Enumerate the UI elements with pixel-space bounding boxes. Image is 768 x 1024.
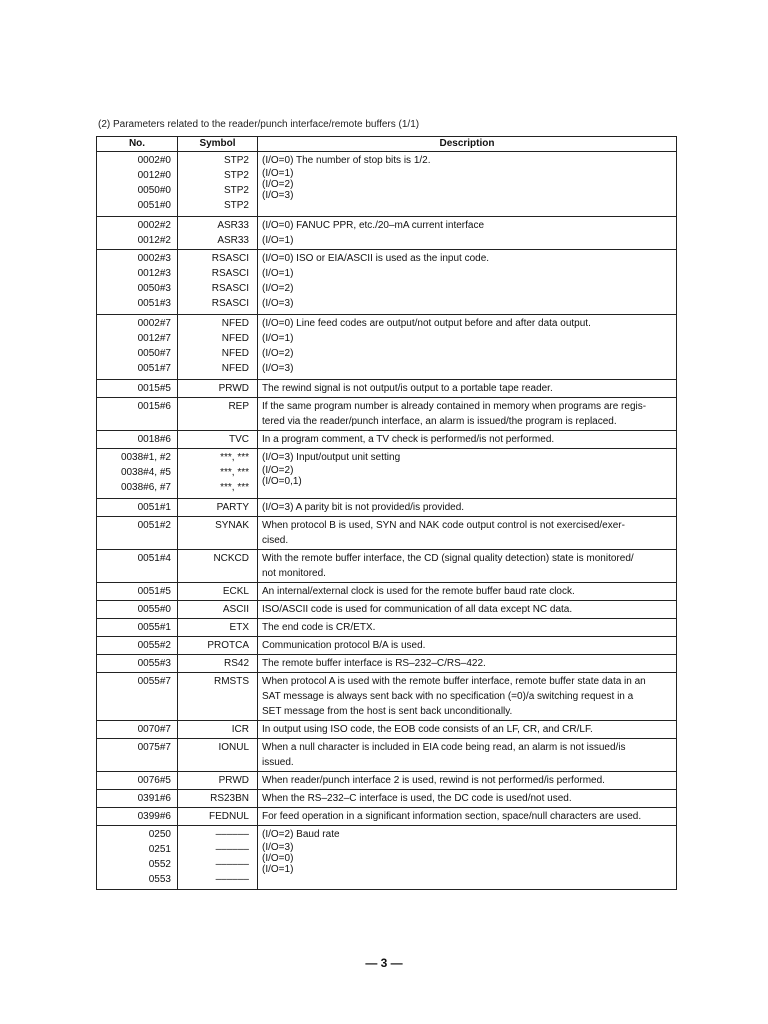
parameter-symbol-cell (178, 217, 258, 250)
parameter-symbol-line: FEDNUL (208, 811, 249, 822)
table-row (97, 721, 677, 739)
parameter-number-line: 0050#7 (137, 348, 171, 359)
parameter-symbol-cell (178, 772, 258, 790)
parameter-description-cell (258, 619, 677, 637)
parameter-number-line: 0015#5 (137, 383, 171, 394)
parameter-number-cell (97, 217, 178, 250)
parameter-description-line: (I/O=3) (262, 298, 294, 309)
parameter-description-line: (I/O=2) (262, 465, 294, 476)
table-row (97, 449, 677, 499)
table-row (97, 619, 677, 637)
parameter-number-line: 0038#4, #5 (120, 467, 171, 478)
parameter-number-line: 0055#1 (137, 622, 171, 633)
parameter-description-cell (258, 449, 677, 499)
parameter-description-line: (I/O=1) (262, 168, 294, 179)
table-row (97, 601, 677, 619)
parameter-description-line: The rewind signal is not output/is output to a portable tape reader. (262, 383, 553, 394)
parameter-description-line: (I/O=2) (262, 179, 294, 190)
parameter-symbol-cell (178, 619, 258, 637)
parameter-description-cell (258, 499, 677, 517)
table-row (97, 517, 677, 550)
parameter-description-line: For feed operation in a significant information section, space/null characters are used. (262, 811, 642, 822)
parameter-symbol-cell (178, 550, 258, 583)
parameter-symbol-line: NFED (221, 348, 249, 359)
table-row (97, 315, 677, 380)
parameter-number-cell (97, 449, 178, 499)
parameter-number-cell (97, 601, 178, 619)
table-row (97, 499, 677, 517)
parameter-symbol-cell (178, 601, 258, 619)
parameter-description-cell (258, 152, 677, 217)
parameter-symbol-line: –––––– (215, 829, 249, 840)
table-row (97, 250, 677, 315)
parameter-description-cell (258, 790, 677, 808)
parameter-number-line: 0251 (148, 844, 171, 855)
column-header-no: No. (97, 137, 178, 152)
parameter-description-cell (258, 217, 677, 250)
parameter-number-line: 0002#0 (137, 155, 171, 166)
table-caption: (2) Parameters related to the reader/punch interface/remote buffers (1/1) (98, 119, 420, 130)
parameter-number-cell (97, 826, 178, 890)
parameter-description-cell (258, 380, 677, 398)
parameter-symbol-cell (178, 721, 258, 739)
parameter-symbol-cell (178, 398, 258, 431)
parameter-number-line: 0051#5 (137, 586, 171, 597)
parameter-number-line: 0552 (148, 859, 171, 870)
table-row (97, 772, 677, 790)
parameter-description-line: When protocol B is used, SYN and NAK code output control is not exercised/exer- (262, 520, 625, 531)
parameter-number-line: 0075#7 (137, 742, 171, 753)
page-number: — 3 — (365, 956, 403, 970)
parameter-symbol-cell (178, 431, 258, 449)
parameters-table (96, 136, 677, 890)
parameter-description-line: In a program comment, a TV check is performed/is not performed. (262, 434, 555, 445)
parameter-description-line: (I/O=0) FANUC PPR, etc./20–mA current interface (262, 220, 485, 231)
parameter-number-line: 0038#6, #7 (120, 482, 171, 493)
parameter-number-line: 0070#7 (137, 724, 171, 735)
parameter-symbol-line: NCKCD (213, 553, 249, 564)
parameter-number-cell (97, 673, 178, 721)
parameter-description-line: (I/O=3) (262, 842, 294, 853)
parameter-number-line: 0012#7 (137, 333, 171, 344)
parameter-symbol-line: RSASCI (211, 298, 249, 309)
parameter-description-line: (I/O=2) (262, 283, 294, 294)
parameter-symbol-line: SYNAK (215, 520, 249, 531)
parameter-symbol-line: STP2 (223, 200, 249, 211)
parameter-number-cell (97, 739, 178, 772)
parameter-number-cell (97, 772, 178, 790)
parameter-symbol-line: ***, *** (220, 452, 249, 463)
parameter-symbol-line: NFED (221, 318, 249, 329)
parameter-number-line: 0050#0 (137, 185, 171, 196)
parameter-symbol-cell (178, 808, 258, 826)
parameter-description-cell (258, 673, 677, 721)
parameter-number-cell (97, 431, 178, 449)
parameter-description-line: (I/O=0) Line feed codes are output/not output before and after data output. (262, 318, 591, 329)
parameter-description-line: ISO/ASCII code is used for communication of all data except NC data. (262, 604, 573, 615)
table-row (97, 550, 677, 583)
parameter-description-line: (I/O=1) (262, 268, 294, 279)
parameter-description-line: When reader/punch interface 2 is used, rewind is not performed/is performed. (262, 775, 605, 786)
parameter-symbol-line: –––––– (215, 859, 249, 870)
parameter-description-cell (258, 398, 677, 431)
table-row (97, 808, 677, 826)
parameter-number-cell (97, 655, 178, 673)
parameter-description-cell (258, 655, 677, 673)
parameter-symbol-cell (178, 250, 258, 315)
parameter-description-cell (258, 739, 677, 772)
parameter-number-line: 0055#2 (137, 640, 171, 651)
parameter-description-line: (I/O=3) A parity bit is not provided/is provided. (262, 502, 465, 513)
parameter-symbol-line: RSASCI (211, 253, 249, 264)
parameter-description-line: (I/O=0,1) (262, 476, 302, 487)
parameter-description-line: SET message from the host is sent back unconditionally. (262, 706, 513, 717)
parameter-symbol-line: PARTY (216, 502, 249, 513)
parameter-number-cell (97, 583, 178, 601)
parameter-description-cell (258, 583, 677, 601)
parameter-number-line: 0012#2 (137, 235, 171, 246)
parameter-symbol-line: RS23BN (210, 793, 249, 804)
table-row (97, 380, 677, 398)
parameter-description-line: (I/O=1) (262, 333, 294, 344)
parameter-description-cell (258, 721, 677, 739)
parameter-description-cell (258, 772, 677, 790)
parameter-number-line: 0055#3 (137, 658, 171, 669)
parameter-symbol-cell (178, 152, 258, 217)
table-row (97, 826, 677, 890)
parameter-number-cell (97, 637, 178, 655)
parameter-symbol-cell (178, 499, 258, 517)
table-row (97, 431, 677, 449)
table-row (97, 739, 677, 772)
parameter-number-line: 0051#3 (137, 298, 171, 309)
parameter-symbol-line: RSASCI (211, 268, 249, 279)
parameter-description-cell (258, 250, 677, 315)
parameter-symbol-cell (178, 826, 258, 890)
parameter-description-line: The remote buffer interface is RS–232–C/RS–422. (262, 658, 486, 669)
parameter-number-cell (97, 721, 178, 739)
parameter-description-line: An internal/external clock is used for the remote buffer baud rate clock. (262, 586, 575, 597)
parameter-symbol-cell (178, 380, 258, 398)
parameter-number-cell (97, 499, 178, 517)
parameter-number-line: 0051#2 (137, 520, 171, 531)
parameter-symbol-cell (178, 790, 258, 808)
parameter-symbol-line: REP (228, 401, 249, 412)
table-row (97, 790, 677, 808)
parameter-description-line: When a null character is included in EIA code being read, an alarm is not issued/is (262, 742, 626, 753)
parameter-symbol-line: ECKL (222, 586, 249, 597)
parameter-number-line: 0018#6 (137, 434, 171, 445)
parameter-symbol-line: ASR33 (217, 220, 249, 231)
parameter-symbol-line: STP2 (223, 185, 249, 196)
parameter-symbol-line: ASCII (222, 604, 249, 615)
parameter-number-line: 0051#1 (137, 502, 171, 513)
parameter-number-cell (97, 619, 178, 637)
table-row (97, 217, 677, 250)
parameter-description-line: (I/O=0) (262, 853, 294, 864)
parameter-description-line: (I/O=3) Input/output unit setting (262, 452, 401, 463)
parameter-number-line: 0399#6 (137, 811, 171, 822)
parameter-number-cell (97, 517, 178, 550)
parameter-symbol-line: RS42 (223, 658, 249, 669)
parameter-symbol-cell (178, 739, 258, 772)
parameter-symbol-line: ICR (231, 724, 249, 735)
parameter-description-line: When the RS–232–C interface is used, the DC code is used/not used. (262, 793, 572, 804)
parameter-description-cell (258, 601, 677, 619)
parameter-description-cell (258, 826, 677, 890)
parameter-description-line: Communication protocol B/A is used. (262, 640, 426, 651)
parameter-symbol-cell (178, 449, 258, 499)
parameter-number-cell (97, 152, 178, 217)
parameter-description-line: The end code is CR/ETX. (262, 622, 376, 633)
parameter-number-cell (97, 550, 178, 583)
parameter-description-line: If the same program number is already contained in memory when programs are regis- (262, 401, 647, 412)
parameter-number-line: 0051#7 (137, 363, 171, 374)
parameter-number-line: 0076#5 (137, 775, 171, 786)
column-header-symbol: Symbol (178, 137, 258, 152)
parameter-symbol-line: RMSTS (214, 676, 249, 687)
parameter-description-cell (258, 808, 677, 826)
parameter-description-line: When protocol A is used with the remote buffer interface, remote buffer state data in an (262, 676, 646, 687)
parameter-description-line: In output using ISO code, the EOB code consists of an LF, CR, and CR/LF. (262, 724, 593, 735)
parameter-number-line: 0038#1, #2 (120, 452, 171, 463)
parameter-number-line: 0002#2 (137, 220, 171, 231)
parameter-symbol-cell (178, 517, 258, 550)
parameter-number-cell (97, 250, 178, 315)
parameter-symbol-line: PRWD (218, 775, 249, 786)
parameter-number-line: 0055#0 (137, 604, 171, 615)
parameter-number-line: 0015#6 (137, 401, 171, 412)
parameter-number-line: 0250 (148, 829, 171, 840)
parameter-symbol-cell (178, 655, 258, 673)
parameter-symbol-line: PRWD (218, 383, 249, 394)
table-row (97, 152, 677, 217)
table-row (97, 637, 677, 655)
parameter-description-cell (258, 315, 677, 380)
parameter-number-line: 0391#6 (137, 793, 171, 804)
parameter-symbol-line: –––––– (215, 874, 249, 885)
parameter-symbol-line: STP2 (223, 155, 249, 166)
parameter-description-line: tered via the reader/punch interface, an alarm is issued/the program is replaced. (262, 416, 617, 427)
parameter-symbol-line: ***, *** (220, 467, 249, 478)
parameter-number-line: 0055#7 (137, 676, 171, 687)
parameter-description-line: issued. (262, 757, 294, 768)
parameter-number-cell (97, 398, 178, 431)
parameter-symbol-cell (178, 673, 258, 721)
parameter-symbol-line: ASR33 (217, 235, 249, 246)
parameter-number-line: 0012#0 (137, 170, 171, 181)
parameter-number-line: 0050#3 (137, 283, 171, 294)
parameter-description-line: With the remote buffer interface, the CD (signal quality detection) state is monitored/ (262, 553, 634, 564)
table-header-row (97, 137, 677, 152)
parameter-number-cell (97, 315, 178, 380)
parameter-number-cell (97, 790, 178, 808)
parameter-description-cell (258, 637, 677, 655)
table-body (97, 152, 677, 890)
parameter-symbol-line: NFED (221, 363, 249, 374)
parameter-description-line: (I/O=1) (262, 235, 294, 246)
parameter-number-line: 0051#0 (137, 200, 171, 211)
parameter-description-cell (258, 550, 677, 583)
parameter-number-line: 0002#7 (137, 318, 171, 329)
parameter-description-line: SAT message is always sent back with no specification (=0)/a switching request in a (262, 691, 634, 702)
parameter-symbol-line: NFED (221, 333, 249, 344)
table-row (97, 583, 677, 601)
parameter-symbol-line: ***, *** (220, 482, 249, 493)
parameter-symbol-line: IONUL (218, 742, 249, 753)
parameter-description-line: (I/O=3) (262, 190, 294, 201)
parameter-number-line: 0051#4 (137, 553, 171, 564)
parameter-number-cell (97, 808, 178, 826)
parameter-symbol-cell (178, 637, 258, 655)
parameter-symbol-line: PROTCA (207, 640, 249, 651)
parameter-symbol-line: TVC (229, 434, 249, 445)
parameter-number-line: 0002#3 (137, 253, 171, 264)
column-header-description: Description (258, 137, 677, 152)
parameter-description-cell (258, 431, 677, 449)
parameter-description-line: (I/O=0) ISO or EIA/ASCII is used as the input code. (262, 253, 490, 264)
parameter-description-line: (I/O=1) (262, 864, 294, 875)
parameter-description-line: cised. (262, 535, 289, 546)
parameter-number-line: 0553 (148, 874, 171, 885)
parameter-description-line: (I/O=2) Baud rate (262, 829, 340, 840)
parameter-description-line: (I/O=0) The number of stop bits is 1/2. (262, 155, 431, 166)
table-row (97, 673, 677, 721)
parameter-symbol-cell (178, 315, 258, 380)
parameter-description-line: not monitored. (262, 568, 326, 579)
parameter-symbol-cell (178, 583, 258, 601)
parameter-description-cell (258, 517, 677, 550)
parameter-symbol-line: –––––– (215, 844, 249, 855)
parameter-description-line: (I/O=3) (262, 363, 294, 374)
parameter-number-cell (97, 380, 178, 398)
parameter-number-line: 0012#3 (137, 268, 171, 279)
table-row (97, 655, 677, 673)
parameter-symbol-line: ETX (229, 622, 249, 633)
table-row (97, 398, 677, 431)
parameter-symbol-line: STP2 (223, 170, 249, 181)
parameter-description-line: (I/O=2) (262, 348, 294, 359)
parameter-symbol-line: RSASCI (211, 283, 249, 294)
